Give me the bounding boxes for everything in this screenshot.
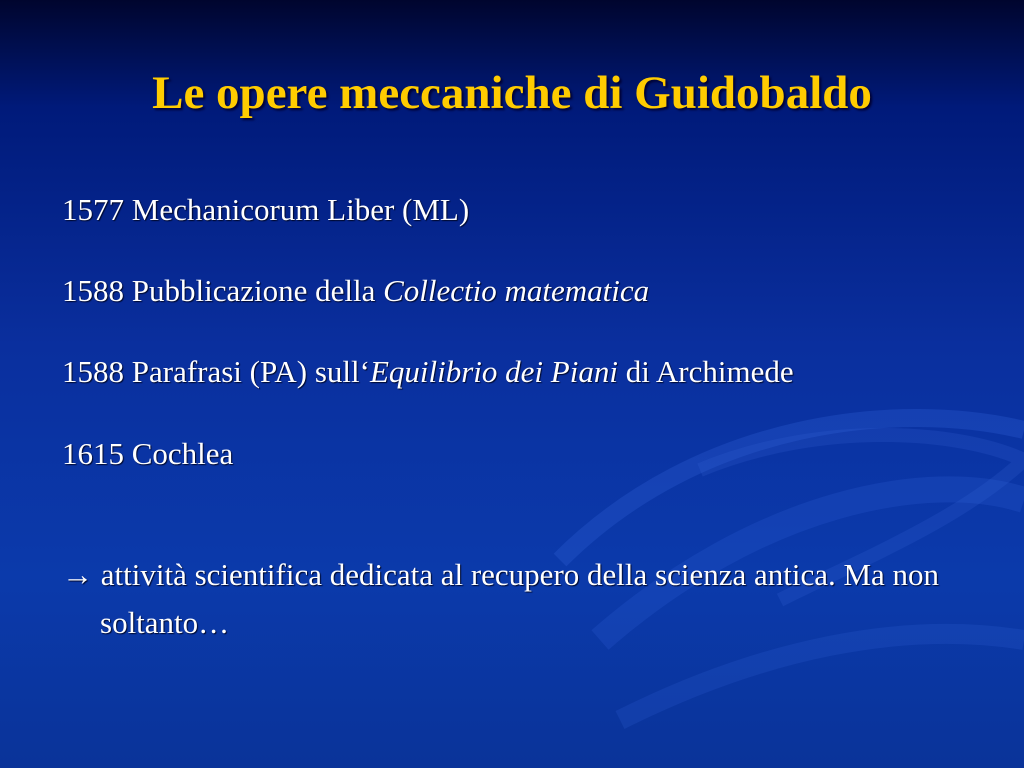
item-italic-title: Collectio matematica xyxy=(383,273,650,308)
item-text: 1577 Mechanicorum Liber (ML) xyxy=(62,192,470,227)
list-item xyxy=(62,354,794,390)
item-text-after: di Archimede xyxy=(617,354,794,389)
item-italic-title: Equilibrio dei Piani xyxy=(369,354,618,389)
list-item xyxy=(62,192,469,228)
note-text: attività scientifica dedicata al recupero della scienza antica. Ma non soltanto… xyxy=(93,557,940,640)
item-text: 1588 Pubblicazione della xyxy=(62,273,384,308)
list-item xyxy=(62,436,233,472)
conclusion-note xyxy=(62,551,980,647)
list-item xyxy=(62,273,649,309)
item-text: 1588 Parafrasi (PA) sull‘ xyxy=(62,354,370,389)
slide-title: Le opere meccaniche di Guidobaldo xyxy=(152,67,872,119)
arrow-icon: → xyxy=(62,557,93,592)
item-text: 1615 Cochlea xyxy=(62,436,234,471)
